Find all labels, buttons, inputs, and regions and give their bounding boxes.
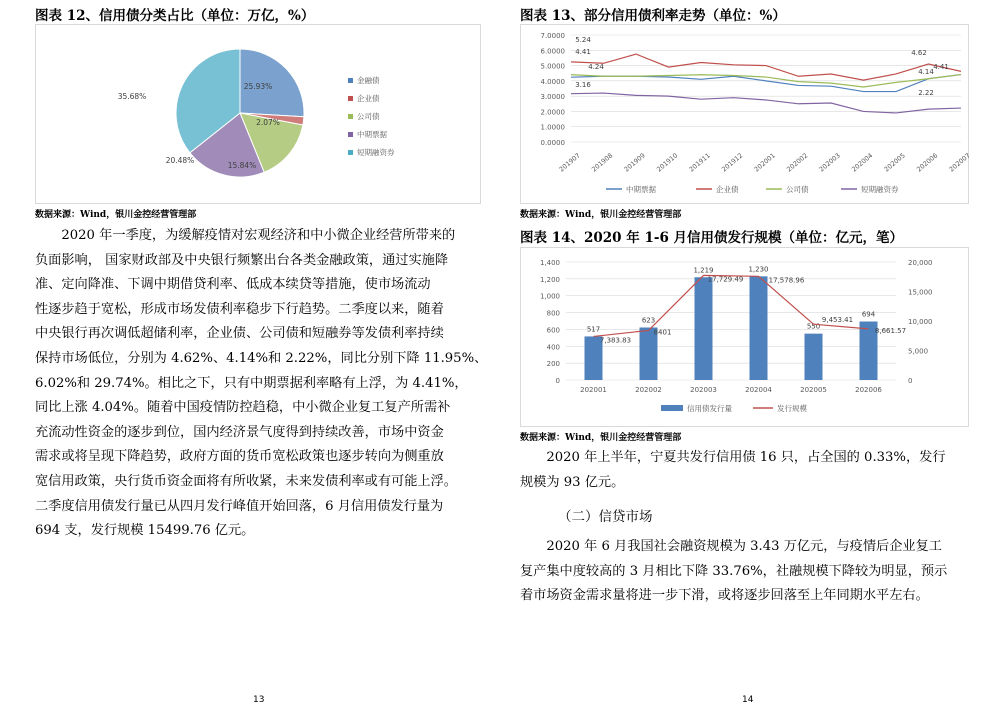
y-tick-label: 7.0000	[540, 32, 565, 40]
x-tick-label: 202003	[690, 386, 717, 394]
y-tick-label: 5.0000	[540, 62, 565, 71]
figure13-chart	[520, 24, 972, 204]
y-tick-label: 4.0000	[540, 77, 565, 86]
y-tick-label: 3.0000	[540, 93, 565, 102]
data-label: 4.41	[575, 48, 591, 56]
legend-swatch	[348, 114, 353, 119]
legend-label: 企业债	[716, 185, 739, 194]
line-value-label: 17,729.49	[707, 275, 744, 284]
legend-label: 短期融资券	[861, 185, 899, 194]
line-value-label: 8401	[653, 328, 672, 337]
figure12-chart	[35, 24, 481, 204]
text-line: 性逐步趋于宽松，形成市场发债利率稳步下行趋势。二季度以来，随着	[35, 301, 444, 317]
x-tick-label: 202002	[785, 151, 810, 174]
x-tick-label: 202006	[915, 151, 940, 174]
legend-label: 短期融资券	[357, 148, 395, 157]
y-left-tick-label: 1,200	[539, 275, 560, 284]
bar-202005	[805, 334, 823, 380]
subheading-credit-market: （二）信贷市场	[558, 509, 653, 525]
bar-value-label: 517	[586, 325, 601, 334]
x-tick-label: 201907	[557, 151, 582, 174]
figure12-title: 图表 12、信用债分类占比（单位：万亿，%）	[35, 8, 315, 24]
legend-label: 金融债	[357, 76, 380, 85]
text-line: 2020 年一季度，为缓解疫情对宏观经济和中小微企业经营所带来的	[61, 228, 456, 243]
y-right-tick-label: 10,000	[908, 318, 933, 326]
legend-label: 中期票据	[357, 130, 387, 139]
y-right-tick-label: 0	[908, 377, 913, 385]
bar-value-label: 1,219	[693, 266, 714, 275]
text-line: 负面影响， 国家财政部及中央银行频繁出台各类金融政策，通过实施降	[35, 252, 449, 268]
legend-swatch	[661, 405, 683, 411]
text-line: 中央银行再次调低超储利率，企业债、公司债和短融券等发债利率持续	[35, 326, 444, 342]
legend-swatch	[348, 96, 353, 101]
legend-swatch	[348, 78, 353, 83]
bar-202004	[750, 276, 768, 380]
bar-value-label: 694	[861, 310, 876, 319]
x-tick-label: 202004	[850, 151, 875, 174]
data-label: 3.16	[575, 81, 591, 89]
combo-chart	[521, 248, 968, 426]
legend-swatch	[348, 132, 353, 137]
right-body-text-2	[520, 535, 967, 609]
x-tick-label: 201909	[622, 151, 647, 174]
line-value-label: 8,661.57	[874, 326, 907, 335]
x-tick-label: 202002	[635, 386, 662, 394]
pie-value-label: 25.93%	[243, 82, 273, 91]
y-left-tick-label: 800	[546, 309, 560, 318]
figure14-source: 数据来源：Wind，银川金控经营管理部	[520, 433, 682, 443]
x-tick-label: 202005	[882, 151, 907, 174]
data-label: 2.22	[918, 89, 934, 97]
legend-label: 中期票据	[626, 185, 656, 194]
y-left-tick-label: 400	[546, 343, 560, 352]
text-line: 充流动性资金的逐步到位，国内经济景气度得到持续改善，市场中资金	[35, 424, 444, 440]
text-line: 694 支，发行规模 15499.76 亿元。	[35, 523, 255, 539]
figure13-title: 图表 13、部分信用债利率走势（单位：%）	[520, 8, 786, 24]
figure12-source: 数据来源：Wind，银川金控经营管理部	[35, 210, 197, 220]
text-line: 着市场资金需求量将进一步下滑，或将逐步回落至上年同期水平左右。	[520, 588, 929, 604]
text-line: 2020 年 6 月我国社会融资规模为 3.43 万亿元，与疫情后企业复工	[546, 539, 942, 554]
x-tick-label: 202001	[752, 151, 777, 174]
legend-label: 公司债	[357, 112, 380, 121]
left-page	[0, 0, 490, 708]
x-tick-label: 201910	[655, 151, 680, 174]
text-line: 同比上涨 4.04%。随着中国疫情防控趋稳，中小微企业复工复产所需补	[35, 400, 451, 416]
line-value-label: 17,578.96	[768, 276, 805, 285]
pie-chart	[36, 25, 480, 203]
x-tick-label: 202004	[745, 386, 772, 394]
text-line: 复产集中度较高的 3 月相比下降 33.76%，社融规模下降较为明显，预示	[520, 563, 948, 579]
figure14-title: 图表 14、2020 年 1-6 月信用债发行规模（单位：亿元，笔）	[520, 230, 904, 246]
text-line: 准、定向降准、下调中期借贷利率、低成本续贷等措施，使市场流动	[35, 277, 431, 293]
right-page	[510, 0, 1000, 708]
x-tick-label: 202001	[580, 386, 607, 394]
left-body-text	[35, 224, 488, 544]
x-tick-label: 201908	[590, 151, 615, 174]
y-right-tick-label: 15,000	[908, 288, 933, 297]
y-tick-label: 1.0000	[540, 123, 565, 132]
x-tick-label: 202005	[800, 386, 827, 394]
pie-value-label: 15.84%	[227, 161, 257, 170]
line-chart	[521, 25, 972, 203]
figure13-source: 数据来源：Wind，银川金控经营管理部	[520, 210, 682, 220]
y-right-tick-label: 20,000	[908, 259, 933, 267]
x-tick-label: 202003	[817, 151, 842, 174]
right-body-text-1	[520, 446, 967, 495]
x-tick-label: 202007	[947, 151, 972, 174]
text-line: 6.02%和 29.74%。相比之下，只有中期票据利率略有上浮，为 4.41%，	[35, 375, 468, 391]
page-number-13: 13	[253, 695, 265, 705]
x-tick-label: 201912	[720, 151, 745, 174]
bar-202003	[695, 277, 713, 380]
text-line: 2020 年上半年，宁夏共发行信用债 16 只，占全国的 0.33%，发行	[546, 450, 946, 465]
x-tick-label: 201911	[687, 151, 712, 174]
line-value-label: 7,383.83	[599, 336, 632, 345]
legend-label: 企业债	[357, 94, 380, 103]
y-left-tick-label: 1,400	[539, 259, 560, 267]
figure14-chart	[520, 247, 969, 427]
legend-swatch	[348, 150, 353, 155]
y-tick-label: 0.0000	[540, 139, 565, 147]
legend-label: 信用债发行量	[687, 404, 732, 413]
y-left-tick-label: 0	[555, 377, 560, 385]
data-label: 4.41	[933, 63, 949, 71]
y-left-tick-label: 1,000	[539, 292, 560, 301]
pie-value-label: 2.07%	[256, 118, 280, 127]
pie-value-label: 20.48%	[165, 156, 195, 165]
x-tick-label: 202006	[855, 386, 882, 394]
text-line: 宽信用政策，央行货币资金面将有所收紧，未来发债利率或有可能上浮。	[35, 473, 457, 489]
bar-value-label: 623	[641, 316, 656, 325]
page-number-14: 14	[742, 695, 754, 705]
data-label: 4.62	[911, 49, 927, 57]
data-label: 5.24	[575, 36, 591, 44]
text-line: 二季度信用债发行量已从四月发行峰值开始回落，6 月信用债发行量为	[35, 498, 444, 514]
y-left-tick-label: 600	[546, 326, 560, 335]
y-tick-label: 2.0000	[540, 108, 565, 117]
text-line: 规模为 93 亿元。	[520, 474, 625, 490]
issuance-scale-line	[594, 275, 869, 336]
line-value-label: 9,453.41	[821, 316, 854, 325]
pie-value-label: 35.68%	[117, 92, 147, 101]
y-right-tick-label: 5,000	[908, 347, 929, 356]
y-left-tick-label: 200	[546, 360, 560, 369]
legend-label: 公司债	[786, 185, 809, 194]
bar-value-label: 1,230	[748, 265, 769, 274]
bar-value-label: 550	[806, 322, 821, 331]
y-tick-label: 6.0000	[540, 47, 565, 56]
data-label: 4.24	[588, 63, 604, 71]
text-line: 需求或将呈现下降趋势，政府方面的货币宽松政策也逐步转向为侧重放	[35, 449, 444, 465]
data-label: 4.14	[918, 68, 934, 76]
text-line: 保持市场低位，分别为 4.62%、4.14%和 2.22%，同比分别下降 11.95%、	[35, 350, 488, 366]
legend-label: 发行规模	[777, 404, 807, 413]
